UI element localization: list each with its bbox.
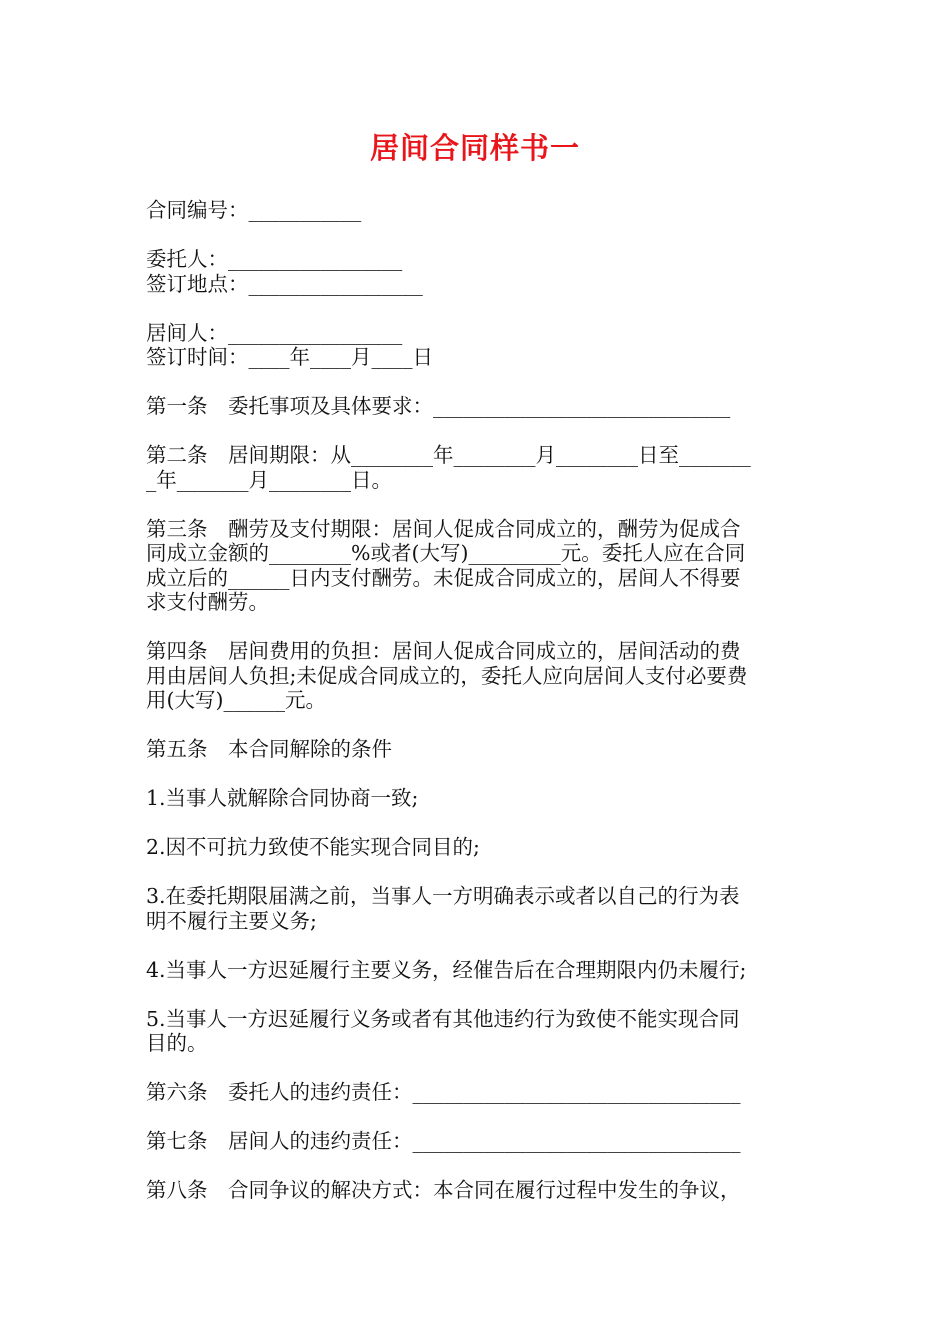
paragraph-line: 签订时间：____年____月____日 [146,345,433,369]
paragraph [146,1007,810,1056]
paragraph [146,247,810,296]
paragraph [146,835,810,860]
paragraph-line: 5.当事人一方迟延履行义务或者有其他违约行为致使不能实现合同 [146,1006,740,1031]
paragraph-line: 合同编号：___________ [146,198,362,222]
paragraph [146,786,810,811]
paragraph-line: 第二条 居间期限：从________年________月________日至_______ [146,443,751,467]
paragraph-line: 用由居间人负担;未促成合同成立的，委托人应向居间人支付必要费 [146,663,748,688]
paragraph-line: 第一条 委托事项及具体要求：_____________________________ [146,394,731,418]
paragraph-line: _年_______月________日。 [146,467,392,492]
paragraph-line: 委托人：_________________ [146,247,403,271]
paragraph [146,394,810,419]
paragraph [146,1129,810,1154]
paragraph-line: 3.在委托期限届满之前，当事人一方明确表示或者以自己的行为表 [146,884,740,908]
paragraph [146,198,810,223]
paragraph-line: 2.因不可抗力致使不能实现合同目的; [146,835,480,859]
paragraph-line: 明不履行主要义务; [146,908,317,933]
paragraph-line: 第八条 合同争议的解决方式：本合同在履行过程中发生的争议， [146,1178,741,1202]
paragraph-line: 签订地点：_________________ [146,271,423,296]
paragraph-line: 第七条 居间人的违约责任：________________________________ [146,1129,741,1153]
paragraph [146,639,810,713]
paragraph-line: 目的。 [146,1031,208,1055]
paragraph-line: 成立后的______日内支付酬劳。未促成合同成立的，居间人不得要 [146,565,741,590]
paragraph-line: 同成立金额的________%或者(大写)_________元。委托人应在合同 [146,541,746,565]
document-body [146,198,810,1203]
paragraph-line: 4.当事人一方迟延履行主要义务，经催告后在合理期限内仍未履行; [146,957,747,982]
paragraph [146,321,810,370]
paragraph-line: 第三条 酬劳及支付期限：居间人促成合同成立的，酬劳为促成合 [146,516,741,541]
paragraph-line: 第六条 委托人的违约责任：________________________________ [146,1080,741,1104]
paragraph [146,737,810,762]
paragraph-line: 第五条 本合同解除的条件 [146,737,392,761]
paragraph-line: 1.当事人就解除合同协商一致; [146,786,419,810]
paragraph [146,517,810,615]
paragraph [146,884,810,933]
paragraph-line: 用(大写)______元。 [146,688,326,712]
paragraph-line: 第四条 居间费用的负担：居间人促成合同成立的，居间活动的费 [146,639,741,663]
paragraph [146,958,810,983]
paragraph-line: 求支付酬劳。 [146,590,269,614]
paragraph [146,1080,810,1105]
paragraph [146,1178,810,1203]
paragraph [146,443,810,492]
document-title: 居间合同样书一 [369,131,580,165]
paragraph-line: 居间人：_________________ [146,320,403,345]
